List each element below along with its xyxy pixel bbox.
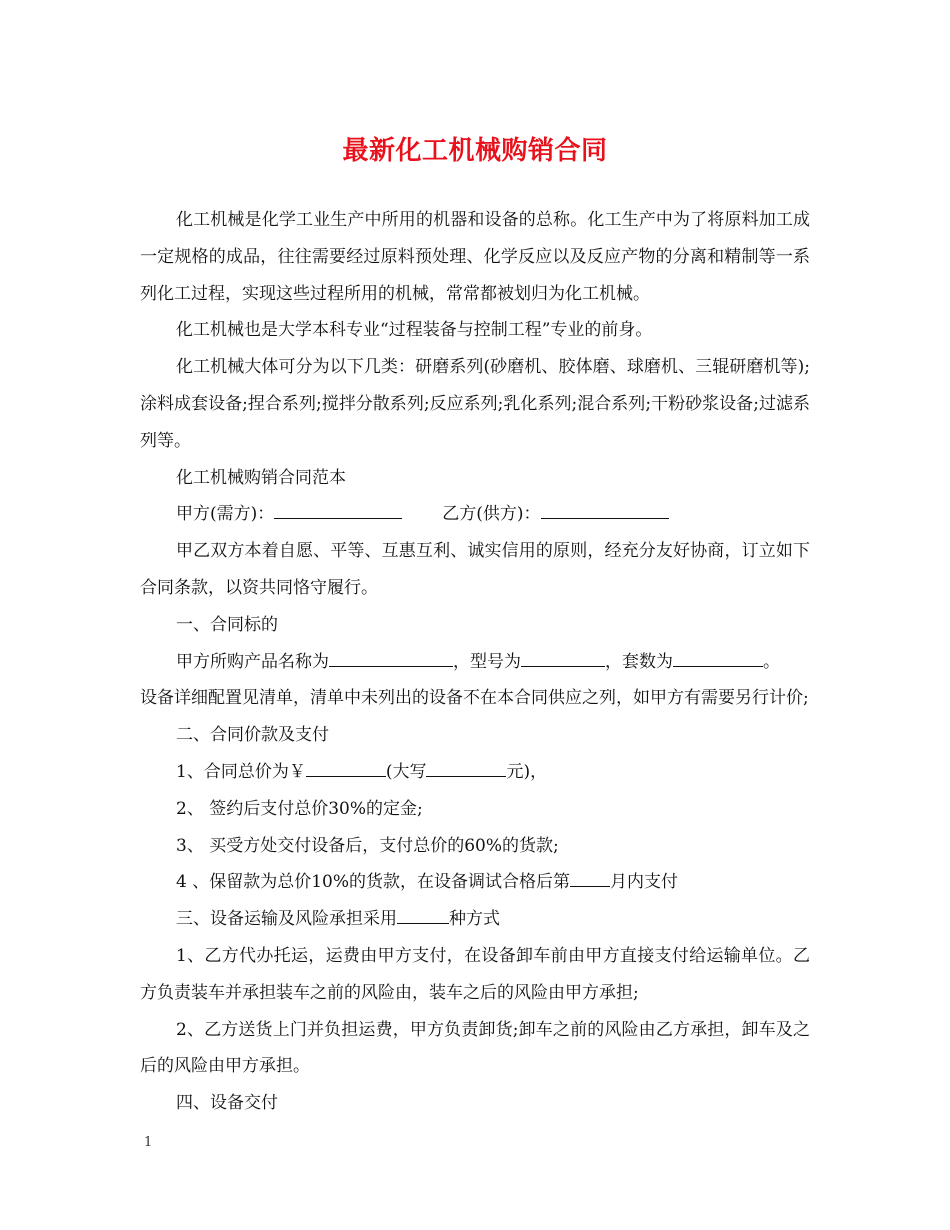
section-3-heading bbox=[140, 901, 810, 938]
section-1-product-line bbox=[140, 644, 810, 681]
party-a-label: 甲方(需方)： bbox=[176, 504, 275, 525]
sentence-end: 。 bbox=[763, 651, 780, 672]
section-2-item-1 bbox=[140, 754, 810, 791]
party-b-blank bbox=[541, 502, 669, 519]
document-body bbox=[140, 202, 810, 1122]
section-2-item-3: 3、 买受方处交付设备后，支付总价的60%的货款; bbox=[176, 835, 559, 856]
party-a-blank bbox=[274, 502, 402, 519]
sets-blank bbox=[673, 650, 763, 667]
transport-label: 三、设备运输及风险承担采用 bbox=[176, 909, 397, 930]
party-b-label: 乙方(供方)： bbox=[442, 504, 541, 525]
template-heading: 化工机械购销合同范本 bbox=[176, 467, 346, 488]
product-name-label: 甲方所购产品名称为 bbox=[176, 651, 329, 672]
month-blank bbox=[570, 870, 610, 887]
product-name-blank bbox=[329, 650, 453, 667]
section-2-item-4 bbox=[140, 864, 810, 901]
intro-paragraph-3: 化工机械大体可分为以下几类：研磨系列(砂磨机、胶体磨、球磨机、三辊研磨机等);涂料成套设备;捏合系列;搅拌分散系列;反应系列;乳化系列;混合系列;干粉砂浆设备;过滤系列等。 bbox=[140, 357, 810, 451]
model-blank bbox=[521, 650, 605, 667]
section-3-item-2: 2、乙方送货上门并负担运费，甲方负责卸货;卸车之前的风险由乙方承担，卸车及之后的风险由甲方承担。 bbox=[140, 1019, 810, 1077]
unit-label: 元)， bbox=[506, 761, 548, 782]
sets-label: ，套数为 bbox=[605, 651, 673, 672]
section-4-heading: 四、设备交付 bbox=[176, 1093, 278, 1114]
parties-line bbox=[140, 496, 810, 533]
preamble-paragraph: 甲乙双方本着自愿、平等、互惠互利、诚实信用的原则，经充分友好协商，订立如下合同条款，以资共同恪守履行。 bbox=[140, 541, 810, 598]
section-3-item-1: 1、乙方代办托运，运费由甲方支付，在设备卸车前由甲方直接支付给运输单位。乙方负责装车并承担装车之前的风险由，装车之后的风险由甲方承担; bbox=[140, 945, 810, 1003]
total-price-blank bbox=[306, 760, 386, 777]
section-2-item-2: 2、 签约后支付总价30%的定金; bbox=[176, 798, 423, 819]
transport-end: 种方式 bbox=[449, 909, 500, 930]
retention-label: 4 、保留款为总价10%的货款，在设备调试合格后第 bbox=[176, 872, 571, 893]
total-price-label: 1、合同总价为￥ bbox=[176, 761, 306, 782]
model-label: ，型号为 bbox=[453, 651, 521, 672]
section-1-detail: 设备详细配置见清单，清单中未列出的设备不在本合同供应之列，如甲方有需要另行计价; bbox=[140, 688, 809, 709]
uppercase-label: (大写 bbox=[385, 761, 427, 782]
intro-paragraph-1: 化工机械是化学工业生产中所用的机器和设备的总称。化工生产中为了将原料加工成一定规格的成品，往往需要经过原料预处理、化学反应以及反应产物的分离和精制等一系列化工过程，实现这些过程所用的机械，常常都被划归为化工机械。 bbox=[140, 210, 810, 304]
intro-paragraph-2: 化工机械也是大学本科专业“过程装备与控制工程”专业的前身。 bbox=[176, 320, 653, 341]
retention-end: 月内支付 bbox=[610, 872, 679, 893]
section-1-heading: 一、合同标的 bbox=[176, 614, 278, 635]
page-number: 1 bbox=[144, 1135, 153, 1150]
document-title: 最新化工机械购销合同 bbox=[342, 136, 608, 166]
transport-mode-blank bbox=[397, 907, 449, 924]
section-2-heading: 二、合同价款及支付 bbox=[176, 725, 329, 746]
uppercase-blank bbox=[426, 760, 506, 777]
